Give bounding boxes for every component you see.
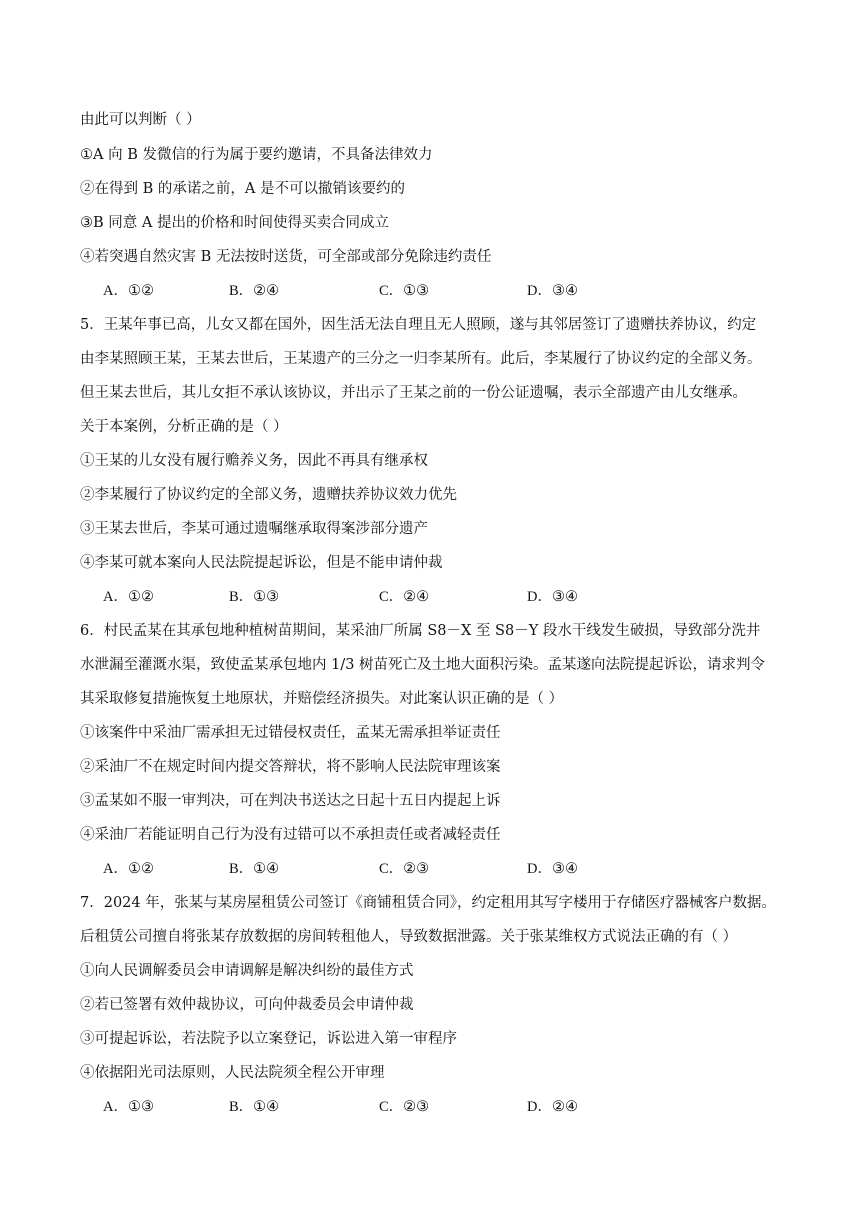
q7-option-d[interactable]: D．②④	[527, 1099, 578, 1115]
q4-item-1: ①A 向 B 发微信的行为属于要约邀请，不具备法律效力	[80, 147, 433, 163]
q7-item-3: ③可提起诉讼，若法院予以立案登记，诉讼进入第一审程序	[80, 1031, 457, 1047]
q7-option-c[interactable]: C．②③	[379, 1099, 430, 1115]
q7-item-4: ④依据阳光司法原则，人民法院须全程公开审理	[80, 1065, 385, 1081]
q4-item-2: ②在得到 B 的承诺之前，A 是不可以撤销该要约的	[80, 181, 405, 197]
q5-option-a[interactable]: A．①②	[103, 589, 154, 605]
q4-item-4: ④若突遇自然灾害 B 无法按时送货，可全部或部分免除违约责任	[80, 249, 492, 265]
q4-option-b[interactable]: B．②④	[229, 283, 280, 299]
q5-stem-line-2: 由李某照顾王某，王某去世后，王某遗产的三分之一归李某所有。此后，李某履行了协议约定的全部义务。	[80, 351, 762, 367]
q4-option-a[interactable]: A．①②	[103, 283, 154, 299]
q7-item-1: ①向人民调解委员会申请调解是解决纠纷的最佳方式	[80, 963, 414, 979]
q4-stem-end: 由此可以判断（ ）	[80, 112, 201, 128]
q4-option-c[interactable]: C．①③	[379, 283, 430, 299]
q5-item-2: ②李某履行了协议约定的全部义务，遗赠扶养协议效力优先	[80, 487, 457, 503]
q6-stem-line-3: 其采取修复措施恢复土地原状，并赔偿经济损失。对此案认识正确的是（ ）	[80, 691, 564, 707]
q5-item-1: ①王某的儿女没有履行赡养义务，因此不再具有继承权	[80, 453, 428, 469]
q6-item-4: ④采油厂若能证明自己行为没有过错可以不承担责任或者减轻责任	[80, 827, 501, 843]
q7-stem-line-2: 后租赁公司擅自将张某存放数据的房间转租他人，导致数据泄露。关于张某维权方式说法正确的有（ ）	[80, 929, 738, 945]
q6-option-a[interactable]: A．①②	[103, 861, 154, 877]
q4-item-3: ③B 同意 A 提出的价格和时间使得买卖合同成立	[80, 215, 389, 231]
q7-option-a[interactable]: A．①③	[103, 1099, 154, 1115]
q6-option-b[interactable]: B．①④	[229, 861, 280, 877]
q5-option-c[interactable]: C．②④	[379, 589, 430, 605]
q5-stem-line-3: 但王某去世后，其儿女拒不承认该协议，并出示了王某之前的一份公证遗嘱，表示全部遗产由儿女继承。	[80, 385, 747, 401]
q6-stem-line-1: 6．村民孟某在其承包地种植树苗期间，某采油厂所属 S8－X 至 S8－Y 段水干线发生破损，导致部分洗井	[80, 623, 761, 639]
q6-item-2: ②采油厂不在规定时间内提交答辩状，将不影响人民法院审理该案	[80, 759, 501, 775]
q7-option-b[interactable]: B．①④	[229, 1099, 280, 1115]
q4-option-d[interactable]: D．③④	[527, 283, 578, 299]
q5-stem-line-1: 5．王某年事已高，儿女又都在国外，因生活无法自理且无人照顾，遂与其邻居签订了遗赠扶养协议，约定	[80, 317, 757, 333]
q6-item-3: ③孟某如不服一审判决，可在判决书送达之日起十五日内提起上诉	[80, 793, 501, 809]
q6-stem-line-2: 水泄漏至灌溉水渠，致使孟某承包地内 1/3 树苗死亡及土地大面积污染。孟某遂向法院提起诉讼，请求判令	[80, 657, 766, 673]
q5-stem-line-4: 关于本案例，分析正确的是（ ）	[80, 419, 288, 435]
q5-option-b[interactable]: B．①③	[229, 589, 280, 605]
q7-item-2: ②若已签署有效仲裁协议，可向仲裁委员会申请仲裁	[80, 997, 414, 1013]
q7-stem-line-1: 7．2024 年，张某与某房屋租赁公司签订《商铺租赁合同》，约定租用其写字楼用于存储医疗器械客户数据。	[80, 895, 776, 911]
q5-item-3: ③王某去世后，李某可通过遗嘱继承取得案涉部分遗产	[80, 521, 428, 537]
q5-option-d[interactable]: D．③④	[527, 589, 578, 605]
q5-item-4: ④李某可就本案向人民法院提起诉讼，但是不能申请仲裁	[80, 555, 443, 571]
q6-item-1: ①该案件中采油厂需承担无过错侵权责任，孟某无需承担举证责任	[80, 725, 501, 741]
q6-option-d[interactable]: D．③④	[527, 861, 578, 877]
q6-option-c[interactable]: C．②③	[379, 861, 430, 877]
